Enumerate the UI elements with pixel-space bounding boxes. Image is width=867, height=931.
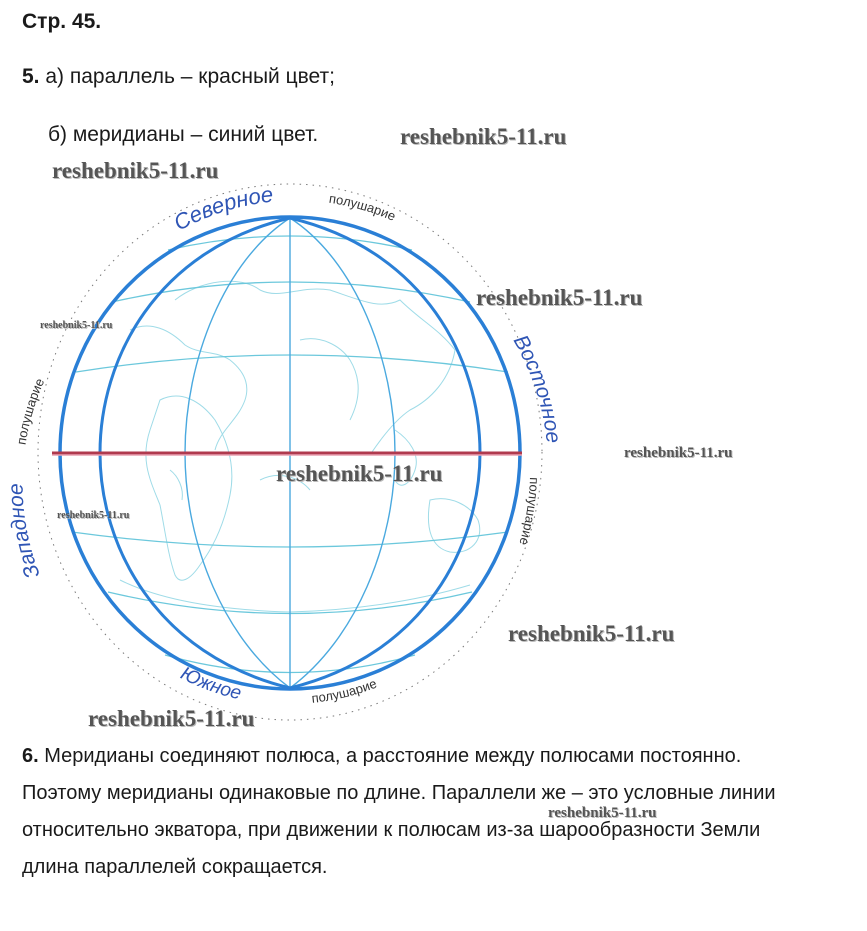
label-south-handwritten: Южное — [177, 663, 244, 705]
task-5-number: 5. — [22, 65, 40, 88]
watermark: reshebnik5-11.ru — [508, 621, 675, 646]
task-6-text: Меридианы соединяют полюса, а расстояние между полюсами постоянно. — [44, 745, 742, 767]
label-north-handwritten: Северное — [169, 181, 275, 236]
task-6-line-2: Поэтому меридианы одинаковые по длине. Параллели же – это условные линии — [22, 782, 776, 804]
watermark: reshebnik5-11.ru — [276, 461, 443, 486]
watermark: reshebnik5-11.ru — [476, 285, 643, 310]
task-5-line-a — [22, 62, 335, 92]
task-6-line-1 — [22, 738, 862, 775]
label-east-handwritten: Восточное — [508, 331, 565, 445]
page-number-label: Стр. 45. — [22, 10, 102, 33]
label-west-handwritten: Западное — [4, 483, 45, 582]
watermark: reshebnik5-11.ru — [52, 158, 219, 183]
task-6-line-3: относительно экватора, при движении к полюсам из-за шарообразности Земли — [22, 819, 761, 841]
label-east-print: полушарие — [516, 477, 542, 547]
globe-illustration — [0, 175, 600, 735]
watermark: reshebnik5-11.ru — [88, 706, 255, 731]
task-5-text-b: б) меридианы – синий цвет. — [48, 123, 319, 146]
watermark: reshebnik5-11.ru — [40, 320, 113, 331]
label-west-print: полушарие — [13, 375, 48, 446]
label-north-print: полушарие — [328, 190, 398, 224]
task-6-paragraph — [22, 738, 862, 886]
watermark: reshebnik5-11.ru — [548, 805, 657, 821]
watermark: reshebnik5-11.ru — [624, 445, 733, 461]
watermark: reshebnik5-11.ru — [57, 510, 130, 521]
task-6-line-4: длина параллелей сокращается. — [22, 856, 328, 878]
continent-outlines — [120, 281, 480, 612]
task-6-number: 6. — [22, 745, 39, 767]
label-south-print: полушарие — [310, 675, 379, 706]
task-5-text-a: а) параллель – красный цвет; — [45, 65, 335, 88]
watermark: reshebnik5-11.ru — [400, 124, 567, 149]
